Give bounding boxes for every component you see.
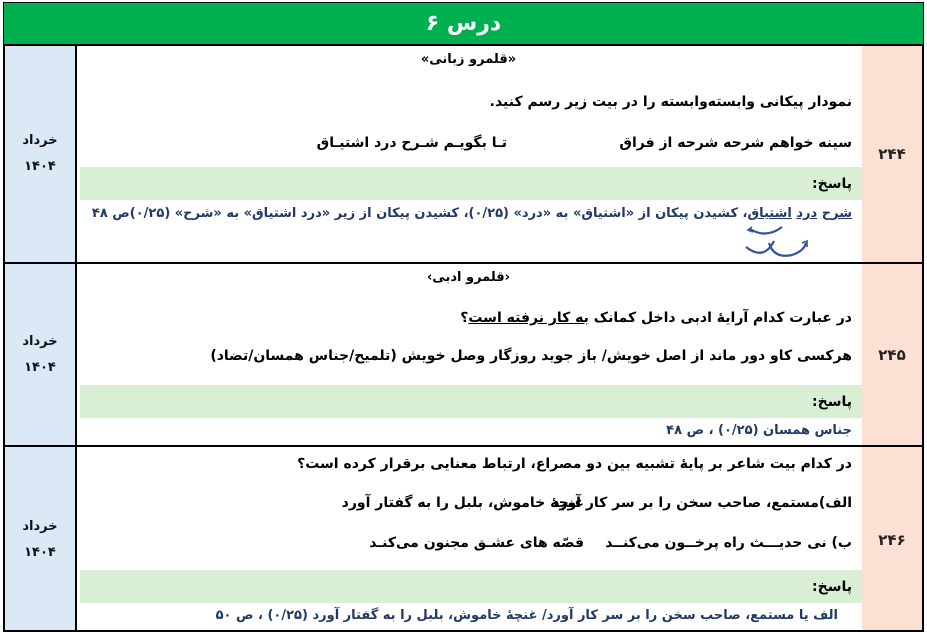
exam-answer-sheet — [3, 0, 924, 632]
verse-second-hemistich: تـا بگویـم شـرح درد اشتیـاق — [316, 135, 507, 151]
question-text-emphasis: به کار نرفته است — [468, 310, 589, 326]
lesson-title: درس ۶ — [3, 2, 924, 45]
answer-label-band — [80, 385, 862, 418]
answer-label: پاسخ: — [812, 175, 852, 192]
option-a-second-hemistich: غنچۀ خاموش، بلبل را به گفتار آورد — [341, 495, 584, 511]
answer-word-sharh: شرح — [821, 206, 852, 221]
question-text-start: در عبارت کدام آرایۀ ادبی داخل کمانک — [588, 310, 852, 326]
option-a-first-hemistich: الف)مستمع، صاحب سخن را بر سر کار آورد — [552, 495, 852, 511]
answer-text — [92, 206, 852, 221]
date-year: ۱۴۰۴ — [24, 544, 56, 560]
date-month: خرداد — [22, 133, 58, 148]
answer-label-band — [80, 570, 862, 603]
question-number: ۲۴۴ — [861, 46, 924, 262]
answer-label: پاسخ: — [812, 578, 852, 595]
answer-word-eshtiagh: اشتیاق — [747, 206, 792, 221]
answer-text: الف یا مستمع، صاحب سخن را بر سر کار آورد/ غنچۀ خاموش، بلبل را به گفتار آورد (۰/۲۵) ، ص ۵۰ — [215, 608, 838, 623]
verse-with-options: هرکسی کاو دور ماند از اصل خویش/ باز جوید روزگار وصل خویش (تلمیح/جناس همسان/تضاد) — [210, 348, 852, 364]
question-text — [460, 310, 852, 326]
option-b-second-hemistich: قصّه های عشـق مجنون می‌کنـد — [369, 535, 584, 551]
question-number: ۲۴۵ — [861, 264, 924, 445]
question-body — [75, 46, 862, 262]
question-number: ۲۴۶ — [861, 447, 924, 632]
question-mark: ؟ — [460, 310, 469, 326]
date-year: ۱۴۰۴ — [24, 159, 56, 174]
section-heading: ‹قلمرو ادبی› — [426, 270, 511, 285]
date-cell — [3, 447, 77, 632]
option-b-first-hemistich: ب) نی حدیـــث راه پرخــون می‌کنــد — [605, 535, 852, 551]
answer-word-dard: درد — [796, 206, 818, 221]
date-cell — [3, 46, 77, 262]
date-year: ۱۴۰۴ — [24, 359, 56, 375]
answer-label-band — [80, 167, 862, 200]
answer-text: جناس همسان (۰/۲۵) ، ص ۴۸ — [666, 423, 852, 438]
question-text: در کدام بیت شاعر بر پایۀ تشبیه بین دو مصراع، ارتباط معنایی برقرار کرده است؟ — [297, 456, 852, 472]
answer-explanation: ، کشیدن پیکان از «اشتیاق» به «درد» (۰/۲۵)، کشیدن پیکان از زیر «درد اشتیاق» به «شرح» (۰/۲۵)ص ۴۸ — [91, 206, 748, 221]
date-month: خرداد — [22, 518, 58, 534]
section-heading: «قلمرو زبانی» — [420, 52, 517, 67]
date-month: خرداد — [22, 333, 58, 349]
question-row-244 — [3, 44, 924, 262]
answer-label: پاسخ: — [812, 393, 852, 410]
question-row-246 — [3, 445, 924, 632]
question-body — [75, 264, 862, 445]
question-body — [75, 447, 862, 632]
question-row-245 — [3, 262, 924, 445]
question-text: نمودار پیکانی وابسته‌وابسته را در بیت زیر رسم کنید. — [489, 94, 852, 110]
verse-first-hemistich: سینه خواهم شرحه شرحه از فراق — [619, 135, 852, 151]
dependency-arrows-icon — [744, 221, 814, 263]
date-cell — [3, 264, 77, 445]
